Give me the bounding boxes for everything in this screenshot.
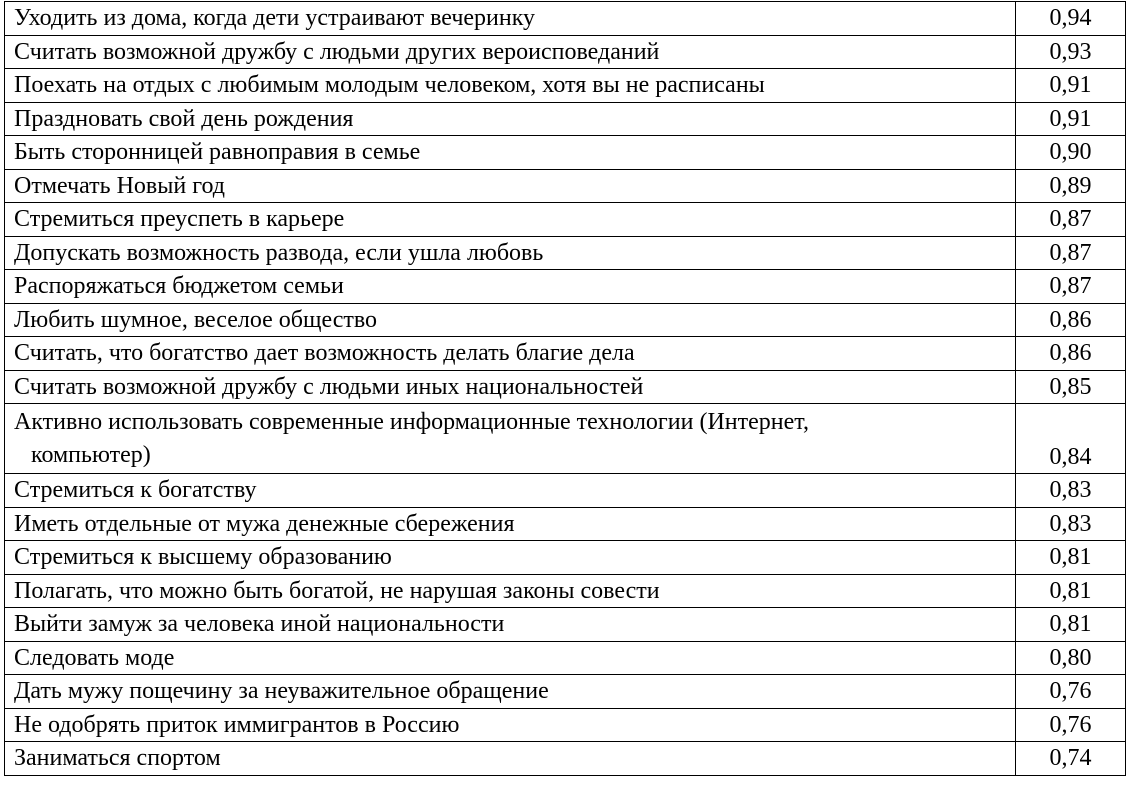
table-row	[5, 541, 1126, 575]
table-row	[5, 270, 1126, 304]
row-label-line-1: Активно использовать современные информационные технологии (Интернет,	[14, 409, 809, 435]
values-table	[4, 1, 1126, 776]
row-label: Уходить из дома, когда дети устраивают вечеринку	[5, 2, 1016, 36]
row-value: 0,86	[1016, 337, 1126, 371]
row-value: 0,81	[1016, 541, 1126, 575]
row-label: Любить шумное, веселое общество	[5, 303, 1016, 337]
row-value: 0,81	[1016, 574, 1126, 608]
row-value: 0,87	[1016, 270, 1126, 304]
row-value: 0,93	[1016, 35, 1126, 69]
row-value: 0,91	[1016, 102, 1126, 136]
table-row	[5, 507, 1126, 541]
row-value: 0,94	[1016, 2, 1126, 36]
table-row	[5, 742, 1126, 776]
table-row	[5, 203, 1126, 237]
table-row	[5, 337, 1126, 371]
row-label: Считать возможной дружбу с людьми иных национальностей	[5, 370, 1016, 404]
row-label: Заниматься спортом	[5, 742, 1016, 776]
table-row	[5, 169, 1126, 203]
table-row	[5, 404, 1126, 474]
row-label: Не одобрять приток иммигрантов в Россию	[5, 708, 1016, 742]
table-row	[5, 136, 1126, 170]
row-label: Отмечать Новый год	[5, 169, 1016, 203]
row-label: Иметь отдельные от мужа денежные сбережения	[5, 507, 1016, 541]
table-row	[5, 102, 1126, 136]
row-label: Быть сторонницей равноправия в семье	[5, 136, 1016, 170]
row-label: Допускать возможность развода, если ушла любовь	[5, 236, 1016, 270]
row-label: Полагать, что можно быть богатой, не нарушая законы совести	[5, 574, 1016, 608]
row-label: Праздновать свой день рождения	[5, 102, 1016, 136]
table-row	[5, 641, 1126, 675]
row-label: Стремиться преуспеть в карьере	[5, 203, 1016, 237]
row-label: Поехать на отдых с любимым молодым человеком, хотя вы не расписаны	[5, 69, 1016, 103]
row-label-line-2: компьютер)	[31, 442, 151, 468]
table-row	[5, 303, 1126, 337]
row-label: Считать, что богатство дает возможность делать благие дела	[5, 337, 1016, 371]
table-row	[5, 474, 1126, 508]
table-row	[5, 2, 1126, 36]
row-value: 0,76	[1016, 675, 1126, 709]
row-value: 0,80	[1016, 641, 1126, 675]
row-value: 0,76	[1016, 708, 1126, 742]
row-value: 0,86	[1016, 303, 1126, 337]
table-row	[5, 35, 1126, 69]
row-value: 0,84	[1016, 404, 1126, 474]
row-value: 0,83	[1016, 474, 1126, 508]
row-label	[5, 404, 1016, 474]
row-value: 0,81	[1016, 608, 1126, 642]
row-label: Выйти замуж за человека иной национальности	[5, 608, 1016, 642]
table-row	[5, 370, 1126, 404]
table-row	[5, 574, 1126, 608]
table-row	[5, 608, 1126, 642]
table-row	[5, 708, 1126, 742]
table-row	[5, 69, 1126, 103]
row-value: 0,85	[1016, 370, 1126, 404]
row-value: 0,74	[1016, 742, 1126, 776]
row-label: Считать возможной дружбу с людьми других вероисповеданий	[5, 35, 1016, 69]
row-label: Распоряжаться бюджетом семьи	[5, 270, 1016, 304]
row-value: 0,87	[1016, 236, 1126, 270]
table-row	[5, 675, 1126, 709]
row-value: 0,87	[1016, 203, 1126, 237]
row-label: Следовать моде	[5, 641, 1016, 675]
row-label: Дать мужу пощечину за неуважительное обращение	[5, 675, 1016, 709]
row-label: Стремиться к богатству	[5, 474, 1016, 508]
table-row	[5, 236, 1126, 270]
row-value: 0,91	[1016, 69, 1126, 103]
row-value: 0,83	[1016, 507, 1126, 541]
row-value: 0,90	[1016, 136, 1126, 170]
row-label: Стремиться к высшему образованию	[5, 541, 1016, 575]
row-value: 0,89	[1016, 169, 1126, 203]
